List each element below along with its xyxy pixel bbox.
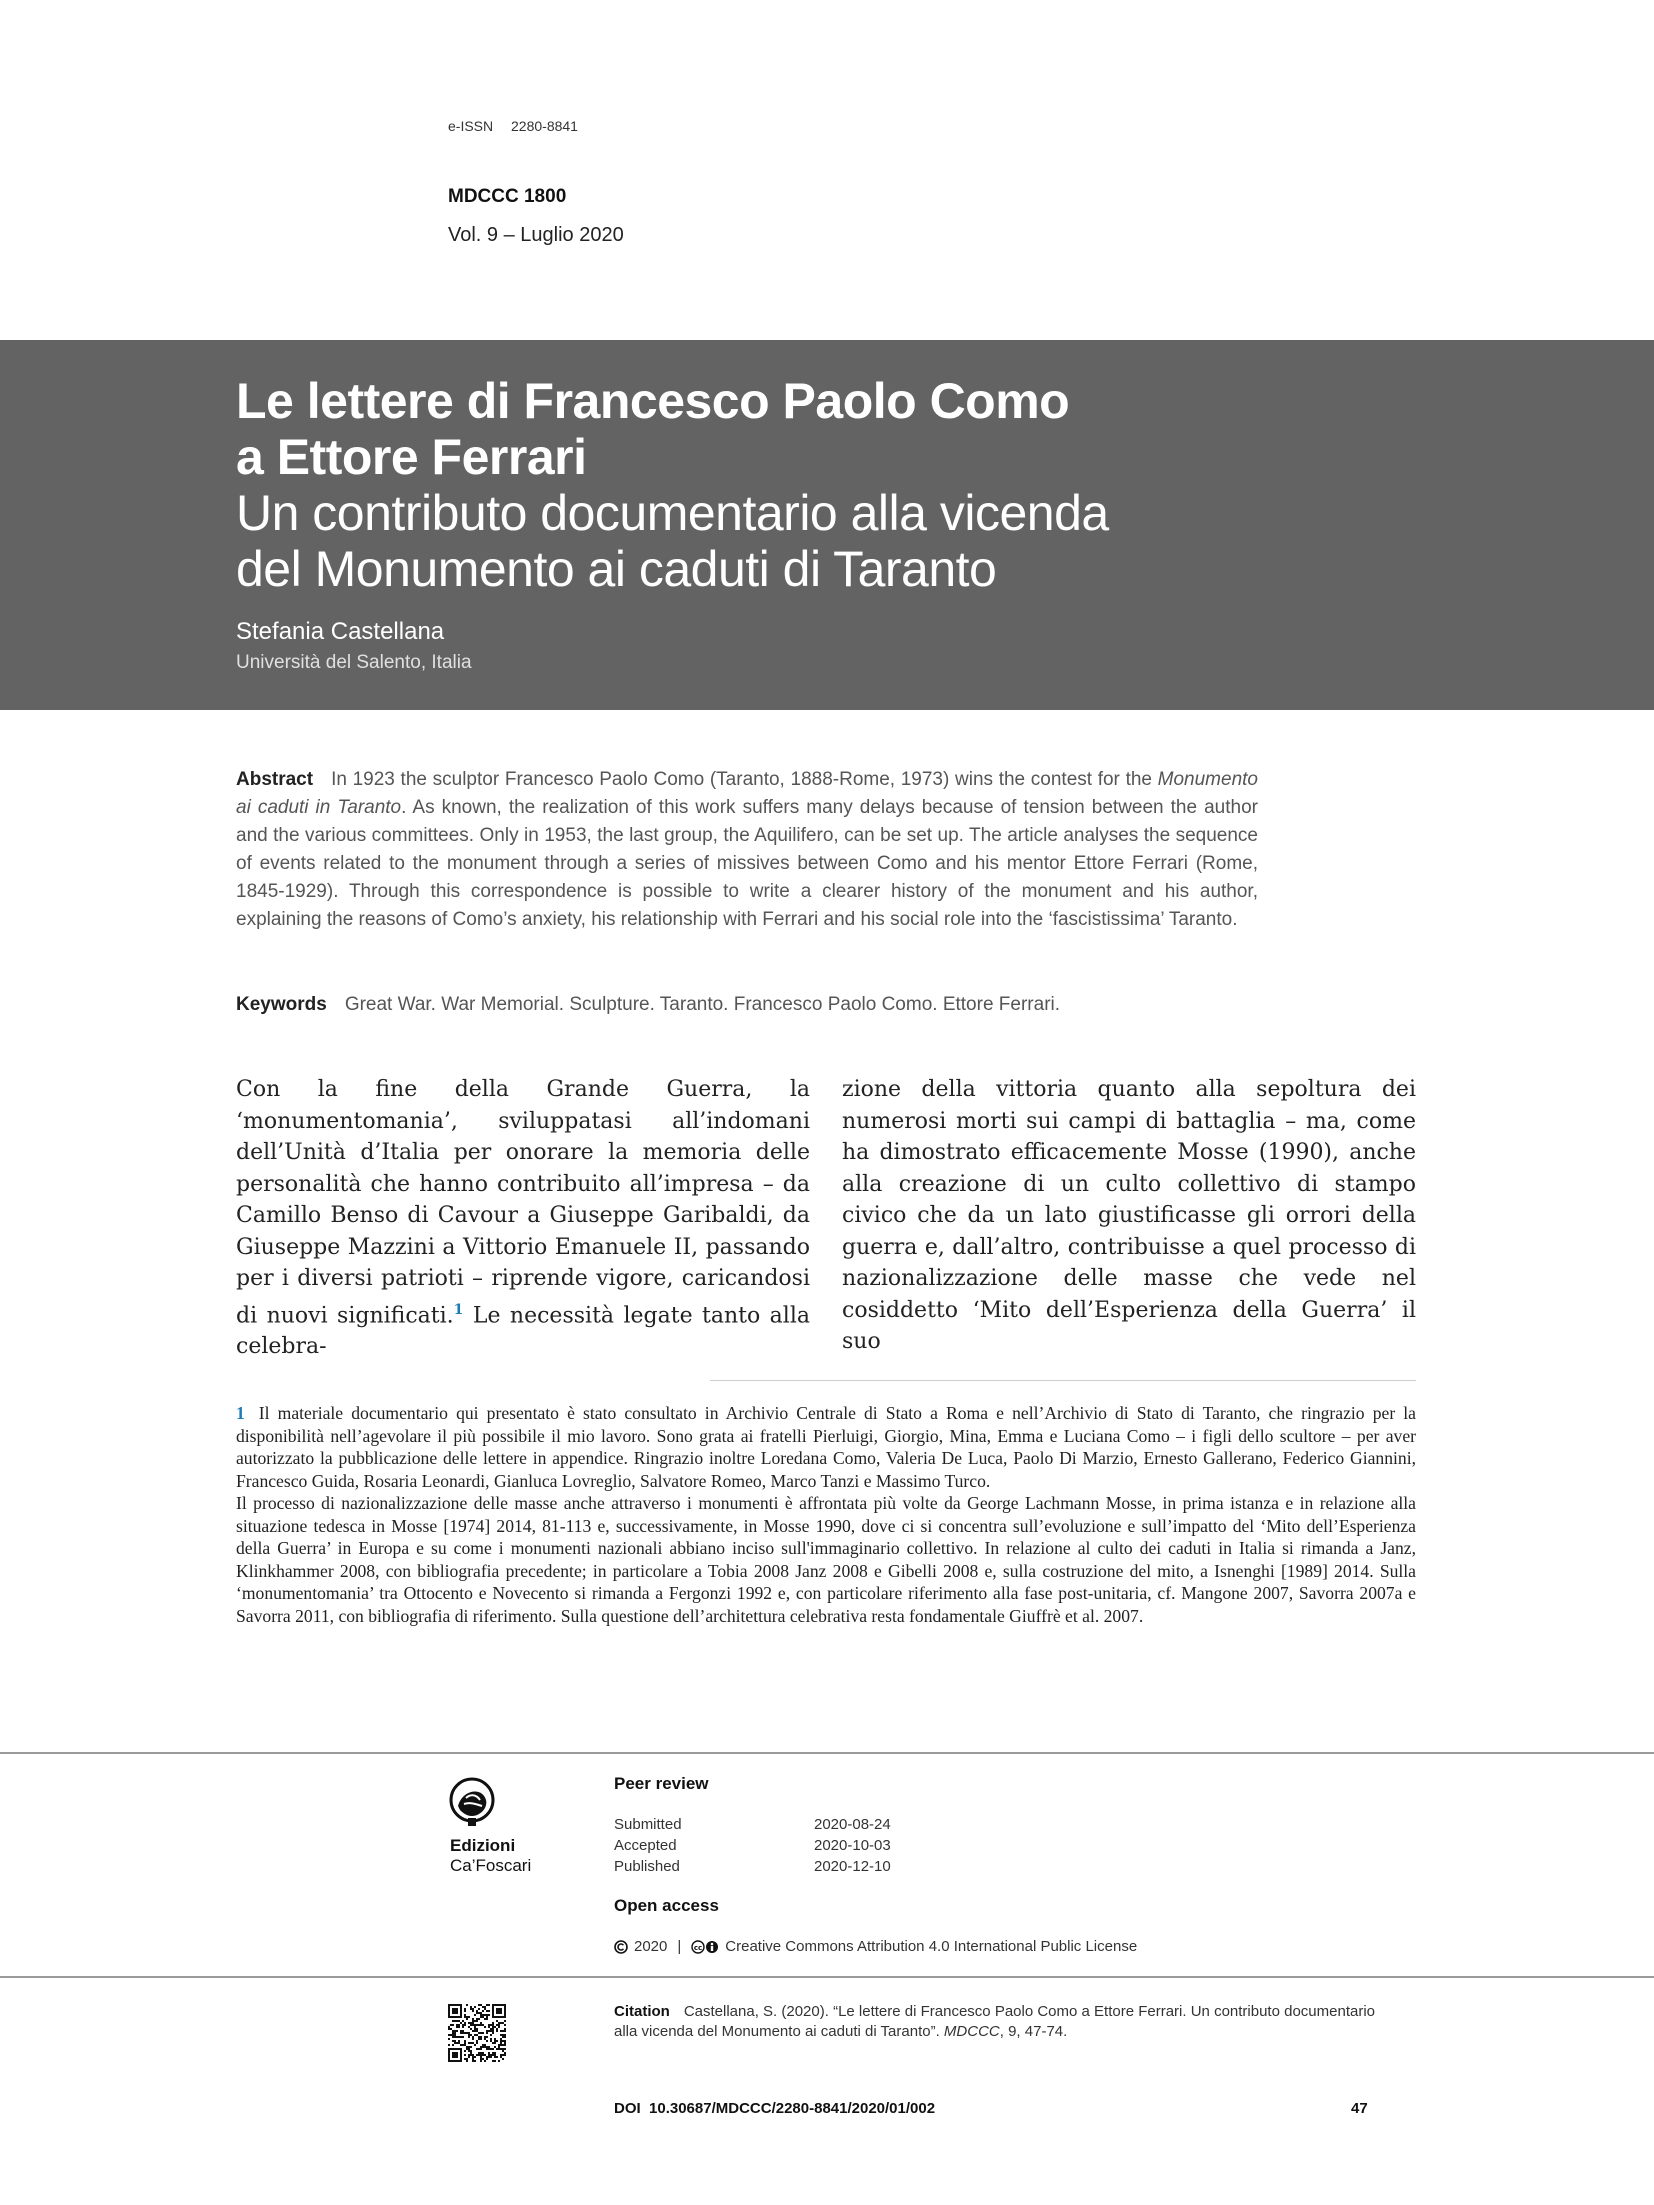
volume-info: Vol. 9 – Luglio 2020 (448, 224, 624, 246)
metadata-divider-bottom (0, 1976, 1654, 1978)
subtitle-line-1: Un contributo documentario alla vicenda (236, 485, 1109, 541)
citation-journal: MDCCC (943, 2023, 1000, 2040)
issn-value: 2280-8841 (511, 118, 578, 134)
footnote-text-1: Il materiale documentario qui presentato è stato consultato in Archivio Centrale di Stato a Roma e nell’Archivio di Stato di Taranto, che ringrazio per la disponibilità nell’agevolare il più possibile il mio lavoro. Sono grata ai fratelli Pierluigi, Giorgio, Mina, Emma e Luciana Como – i figli dello scultore – per aver autorizzato la pubblicazione delle lettere in appendice. Ringrazio inoltre Loredana Como, Valeria De Luca, Paolo Di Marzio, Ernesto Gallerano, Federico Giannini, Francesco Guida, Rosaria Leonardi, Gianluca Lovreglio, Salvatore Romeo, Marco Tanzi e Massimo Turco. (236, 1403, 1416, 1491)
keywords-text: Great War. War Memorial. Sculpture. Taranto. Francesco Paolo Como. Ettore Ferrari. (344, 994, 1061, 1015)
body-column-1 (236, 1074, 810, 1363)
footnote-divider (710, 1380, 1416, 1381)
lion-logo-icon (448, 1776, 496, 1828)
citation-text: Castellana, S. (2020). “Le lettere di Francesco Paolo Como a Ettore Ferrari. Un contributo documentario alla vicenda del Monumento ai caduti di Taranto”. (614, 2003, 1375, 2040)
doi-link[interactable]: 10.30687/MDCCC/2280-8841/2020/01/002 (649, 2100, 936, 2117)
footnote-number: 1 (236, 1403, 245, 1423)
footnote-1 (236, 1402, 1416, 1627)
body-text-1-end: Le necessità legate tanto alla celebra- (236, 1302, 810, 1360)
footnote-para-1 (236, 1402, 1416, 1492)
abstract-text-start: In 1923 the sculptor Francesco Paolo Como (Taranto, 1888-Rome, 1973) wins the contest for the (331, 769, 1158, 790)
abstract-text-end: . As known, the realization of this work suffers many delays because of tension between the author and the various committees. Only in 1953, the last group, the Aquilifero, can be set up. The article analyses the sequence of events related to the monument through a series of missives between Como and his mentor Ettore Ferrari (Rome, 1845-1929). Through this correspondence is possible to write a clearer history of the monument and his author, explaining the reasons of Como’s anxiety, his relationship with Ferrari and his social role into the ‘fascistissima’ Taranto. (236, 797, 1258, 930)
publisher-name-line-2: Ca’Foscari (450, 1856, 532, 1875)
article-subtitle (236, 485, 1436, 597)
doi-label: DOI (614, 2100, 641, 2117)
article-title (236, 373, 1436, 485)
journal-name: MDCCC 1800 (448, 186, 567, 207)
abstract-italic: Monumento ai caduti in Taranto (236, 769, 1258, 818)
cc-by-icon (691, 1940, 719, 1954)
review-row-published-date: 2020-12-10 (814, 1858, 891, 1875)
footnote-ref-1[interactable]: 1 (453, 1301, 464, 1318)
body-column-2: zione della vittoria quanto alla sepoltura dei numerosi morti sui campi di battaglia – ma, come ha dimostrato efficacemente Mosse (1990), anche alla creazione di un culto collettivo di stampo civico che da un lato giustificasse gli orrori della guerra e, dall’altro, contribuisse a quel processo di nazionalizzazione delle masse che vede nel cosiddetto ‘Mito dell’Esperienza della Guerra’ il suo (842, 1077, 1416, 1354)
citation-tail: , 9, 47-74. (999, 2023, 1068, 2040)
license-link[interactable]: Creative Commons Attribution 4.0 International Public License (725, 1938, 1138, 1955)
issn-line (448, 118, 578, 134)
license-line (614, 1938, 1137, 1955)
title-banner (0, 340, 1654, 710)
citation (614, 2002, 1384, 2042)
open-access-heading: Open access (614, 1896, 719, 1915)
abstract-label: Abstract (236, 769, 314, 790)
citation-label: Citation (614, 2003, 670, 2020)
qr-code-icon[interactable] (448, 2004, 506, 2062)
svg-text:cc: cc (694, 1943, 703, 1952)
copyright-icon (614, 1940, 628, 1954)
author-name: Stefania Castellana (236, 618, 445, 645)
review-row-accepted-label: Accepted (614, 1837, 677, 1854)
title-line-2: a Ettore Ferrari (236, 429, 587, 485)
issn-label: e-ISSN (448, 118, 494, 134)
review-row-published-label: Published (614, 1858, 680, 1875)
keywords-label: Keywords (236, 994, 327, 1015)
page-number: 47 (1351, 2100, 1368, 2117)
abstract (236, 766, 1258, 934)
peer-review-heading: Peer review (614, 1774, 709, 1793)
title-line-1: Le lettere di Francesco Paolo Como (236, 373, 1070, 429)
footnote-para-2: Il processo di nazionalizzazione delle masse anche attraverso i monumenti è affrontata più volte da George Lachmann Mosse, in prima istanza e in relazione alla situazione tedesca in Mosse [1974] 2014, 81-113 e, successivamente, in Mosse 1990, dove ci si concentra sull’evoluzione e sull’impatto del ‘Mito dell’Esperienza della Guerra’ in Europa e su come i monumenti nazionali abbiano inciso sull'immaginario collettivo. In relazione al culto dei caduti in Italia si rimanda a Janz, Klinkhammer 2008, con bibliografia precedente; in particolare a Tobia 2008 Janz 2008 e Gibelli 2008 e, sulla costruzione del mito, a Isnenghi [1989] 2014. Sulla ‘monumentomania’ tra Ottocento e Novecento si rimanda a Fergonzi 1992 e, con particolare riferimento alla fase post-unitaria, cf. Mangone 2007, Savorra 2007a e Savorra 2011, con bibliografia di riferimento. Sulla questione dell’architettura celebrativa resta fondamentale Giuffrè et al. 2007. (236, 1493, 1416, 1626)
review-row-submitted-date: 2020-08-24 (814, 1816, 891, 1833)
license-separator: | (677, 1938, 682, 1955)
body-text-1: Con la fine della Grande Guerra, la ‘monumentomania’, sviluppatasi all’indomani dell’Unità d’Italia per onorare la memoria delle personalità che hanno contribuito all’impresa – da Camillo Benso di Cavour a Giuseppe Garibaldi, da Giuseppe Mazzini a Vittorio Emanuele II, passando per i diversi patrioti – riprende vigore, caricandosi di nuovi significati. (236, 1077, 810, 1328)
review-row-submitted-label: Submitted (614, 1816, 682, 1833)
subtitle-line-2: del Monumento ai caduti di Taranto (236, 541, 997, 597)
publisher-name-line-1: Edizioni (450, 1836, 516, 1855)
keywords (236, 994, 1336, 1016)
license-year: 2020 (634, 1938, 668, 1955)
doi-line (614, 2100, 935, 2117)
author-affiliation: Università del Salento, Italia (236, 652, 472, 673)
review-row-accepted-date: 2020-10-03 (814, 1837, 891, 1854)
metadata-divider-top (0, 1752, 1654, 1754)
